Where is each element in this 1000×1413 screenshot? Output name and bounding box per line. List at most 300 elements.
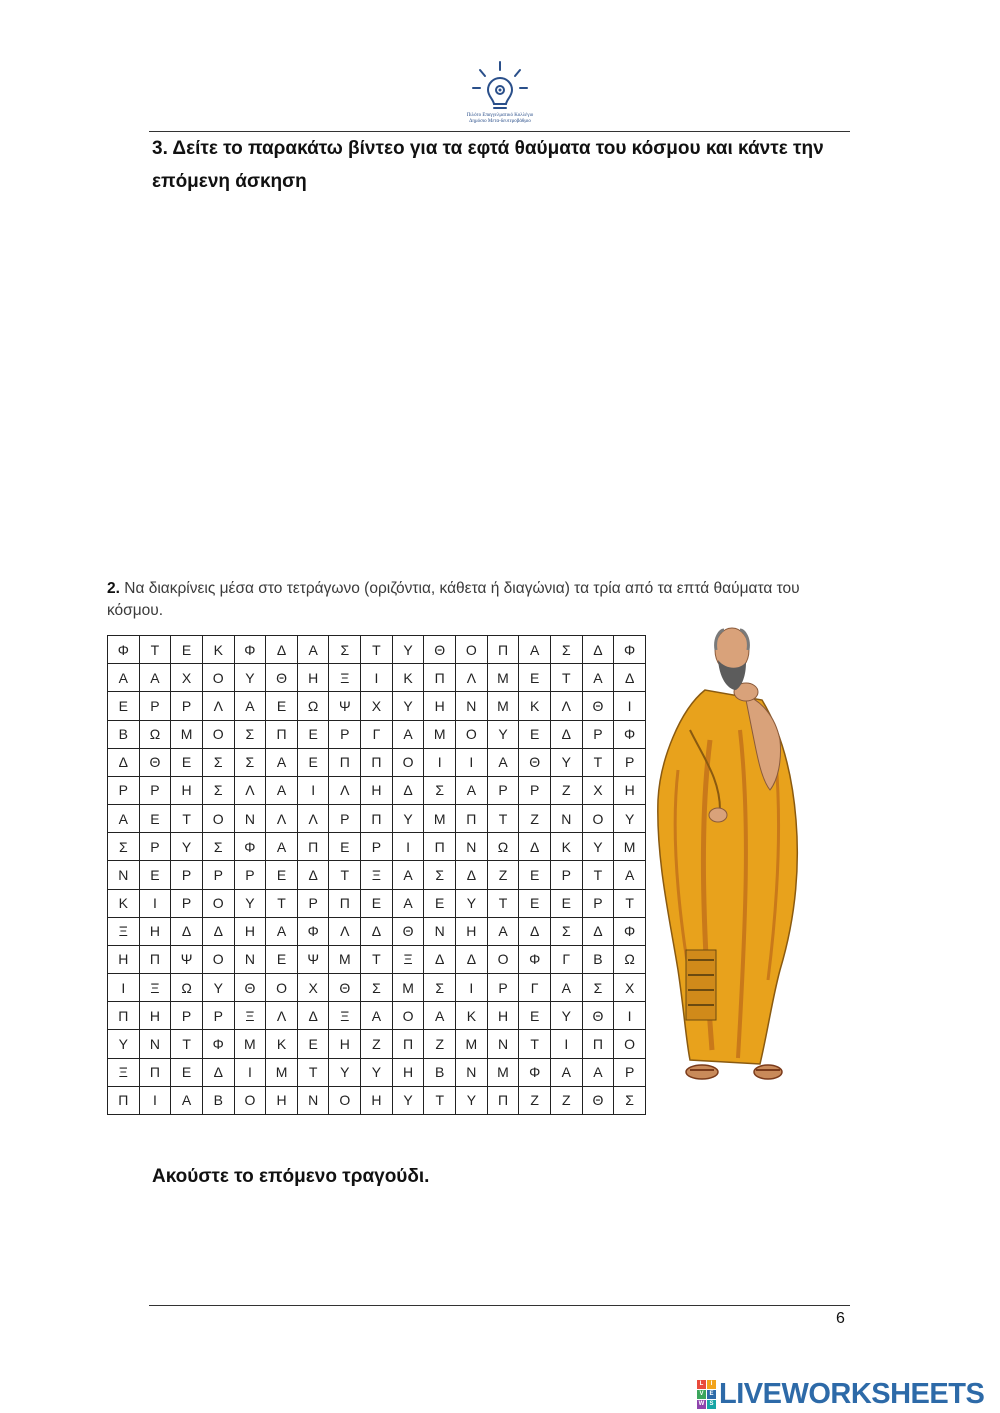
grid-cell[interactable]: Τ [487,889,519,917]
grid-cell[interactable]: Υ [614,805,646,833]
grid-cell[interactable]: Ι [550,1030,582,1058]
grid-cell[interactable]: Ρ [139,833,171,861]
grid-cell[interactable]: Η [171,776,203,804]
grid-cell[interactable]: Η [361,1086,393,1114]
grid-cell[interactable]: Θ [329,974,361,1002]
grid-cell[interactable]: Χ [582,776,614,804]
grid-cell[interactable]: Τ [582,861,614,889]
grid-cell[interactable]: Η [424,692,456,720]
grid-cell[interactable]: Υ [392,636,424,664]
grid-cell[interactable]: Σ [202,833,234,861]
grid-cell[interactable]: Λ [234,776,266,804]
grid-cell[interactable]: Δ [456,945,488,973]
grid-cell[interactable]: Π [329,748,361,776]
grid-cell[interactable]: Ω [171,974,203,1002]
grid-cell[interactable]: Φ [519,945,551,973]
grid-cell[interactable]: Ρ [614,1058,646,1086]
grid-cell[interactable]: Ρ [202,861,234,889]
grid-cell[interactable]: Ζ [519,805,551,833]
grid-cell[interactable]: Ε [550,889,582,917]
grid-cell[interactable]: Η [614,776,646,804]
grid-cell[interactable]: Υ [582,833,614,861]
grid-cell[interactable]: Τ [171,1030,203,1058]
grid-cell[interactable]: Σ [234,748,266,776]
grid-cell[interactable]: Ψ [329,692,361,720]
grid-cell[interactable]: Ρ [614,748,646,776]
grid-cell[interactable]: Π [108,1086,140,1114]
grid-cell[interactable]: Η [487,1002,519,1030]
grid-cell[interactable]: Ε [519,664,551,692]
grid-cell[interactable]: Α [550,1058,582,1086]
grid-cell[interactable]: Ρ [487,776,519,804]
grid-cell[interactable]: Ρ [171,889,203,917]
grid-cell[interactable]: Η [139,1002,171,1030]
grid-cell[interactable]: Θ [139,748,171,776]
grid-cell[interactable]: Σ [202,776,234,804]
grid-row [108,1058,646,1086]
grid-cell[interactable]: Θ [582,1002,614,1030]
grid-cell[interactable]: Υ [487,720,519,748]
grid-cell[interactable]: Ξ [361,861,393,889]
grid-cell[interactable]: Υ [202,974,234,1002]
grid-cell[interactable]: Ι [392,833,424,861]
grid-cell[interactable]: Ο [582,805,614,833]
grid-cell[interactable]: Σ [424,974,456,1002]
grid-cell[interactable]: Κ [108,889,140,917]
grid-cell[interactable]: Ρ [108,776,140,804]
grid-cell[interactable]: Ν [456,692,488,720]
grid-cell[interactable]: Α [139,664,171,692]
grid-cell[interactable]: Ξ [108,1058,140,1086]
grid-cell[interactable]: Π [329,889,361,917]
grid-cell[interactable]: Μ [171,720,203,748]
grid-cell[interactable]: Τ [424,1086,456,1114]
grid-cell[interactable]: Δ [424,945,456,973]
grid-cell[interactable]: Σ [550,636,582,664]
grid-cell[interactable]: Ε [297,1030,329,1058]
grid-cell[interactable]: Ε [108,692,140,720]
grid-cell[interactable]: Μ [614,833,646,861]
grid-cell[interactable]: Ι [108,974,140,1002]
grid-cell[interactable]: Η [456,917,488,945]
grid-cell[interactable]: Τ [171,805,203,833]
grid-cell[interactable]: Ι [234,1058,266,1086]
grid-cell[interactable]: Μ [329,945,361,973]
grid-cell[interactable]: Λ [266,1002,298,1030]
grid-cell[interactable]: Α [487,917,519,945]
grid-cell[interactable]: Π [424,664,456,692]
grid-cell[interactable]: Ο [234,1086,266,1114]
grid-cell[interactable]: Ι [456,974,488,1002]
badge-letter: I [707,1380,716,1389]
grid-cell[interactable]: Α [392,720,424,748]
grid-cell[interactable]: Α [234,692,266,720]
grid-cell[interactable]: Σ [424,776,456,804]
grid-cell[interactable]: Ο [202,805,234,833]
grid-cell[interactable]: Ψ [171,945,203,973]
grid-cell[interactable]: Υ [456,1086,488,1114]
grid-cell[interactable]: Ξ [234,1002,266,1030]
grid-cell[interactable]: Ρ [582,889,614,917]
grid-cell[interactable]: Ο [266,974,298,1002]
grid-cell[interactable]: Δ [392,776,424,804]
grid-cell[interactable]: Χ [614,974,646,1002]
grid-cell[interactable]: Κ [519,692,551,720]
grid-cell[interactable]: Ω [297,692,329,720]
grid-cell[interactable]: Β [202,1086,234,1114]
grid-cell[interactable]: Ε [266,945,298,973]
grid-cell[interactable]: Ζ [550,776,582,804]
grid-cell[interactable]: Η [139,917,171,945]
grid-cell[interactable]: Δ [202,1058,234,1086]
grid-cell[interactable]: Η [392,1058,424,1086]
grid-cell[interactable]: Δ [297,861,329,889]
grid-cell[interactable]: Π [582,1030,614,1058]
grid-cell[interactable]: Μ [234,1030,266,1058]
grid-cell[interactable]: Ρ [550,861,582,889]
grid-cell[interactable]: Ε [139,805,171,833]
grid-cell[interactable]: Ε [297,720,329,748]
grid-cell[interactable]: Ε [519,861,551,889]
grid-cell[interactable]: Δ [202,917,234,945]
grid-cell[interactable]: Δ [171,917,203,945]
grid-cell[interactable]: Ρ [202,1002,234,1030]
grid-cell[interactable]: Ι [361,664,393,692]
grid-cell[interactable]: Ι [139,889,171,917]
grid-cell[interactable]: Ο [614,1030,646,1058]
grid-cell[interactable]: Υ [550,1002,582,1030]
grid-cell[interactable]: Ρ [329,805,361,833]
grid-cell[interactable]: Ε [171,748,203,776]
grid-cell[interactable]: Ε [266,861,298,889]
grid-cell[interactable]: Ξ [329,1002,361,1030]
grid-cell[interactable]: Ι [139,1086,171,1114]
grid-cell[interactable]: Α [297,636,329,664]
grid-cell[interactable]: Α [456,776,488,804]
grid-cell[interactable]: Γ [519,974,551,1002]
grid-cell[interactable]: Π [361,805,393,833]
grid-cell[interactable]: Ο [202,889,234,917]
grid-cell[interactable]: Β [582,945,614,973]
grid-cell[interactable]: Λ [297,805,329,833]
grid-cell[interactable]: Ε [266,692,298,720]
grid-cell[interactable]: Μ [487,692,519,720]
grid-cell[interactable]: Τ [582,748,614,776]
grid-cell[interactable]: Ο [202,945,234,973]
grid-cell[interactable]: Υ [234,664,266,692]
grid-cell[interactable]: Λ [550,692,582,720]
grid-cell[interactable]: Μ [266,1058,298,1086]
grid-cell[interactable]: Σ [329,636,361,664]
grid-cell[interactable]: Σ [202,748,234,776]
grid-cell[interactable]: Ρ [582,720,614,748]
grid-cell[interactable]: Φ [614,720,646,748]
grid-cell[interactable]: Ε [361,889,393,917]
grid-cell[interactable]: Λ [329,776,361,804]
grid-cell[interactable]: Ξ [139,974,171,1002]
grid-cell[interactable]: Ξ [329,664,361,692]
grid-cell[interactable]: Ν [234,805,266,833]
grid-cell[interactable]: Δ [108,748,140,776]
listen-instruction: Ακούστε το επόμενο τραγούδι. [152,1166,430,1187]
grid-cell[interactable]: Ζ [361,1030,393,1058]
grid-cell[interactable]: Φ [108,636,140,664]
grid-cell[interactable]: Ν [297,1086,329,1114]
grid-cell[interactable]: Τ [487,805,519,833]
grid-cell[interactable]: Τ [297,1058,329,1086]
grid-cell[interactable]: Φ [297,917,329,945]
grid-cell[interactable]: Μ [487,664,519,692]
grid-cell[interactable]: Β [108,720,140,748]
grid-cell[interactable]: Ν [456,833,488,861]
grid-cell[interactable]: Ω [139,720,171,748]
grid-cell[interactable]: Α [171,1086,203,1114]
grid-cell[interactable]: Δ [582,636,614,664]
grid-cell[interactable]: Ο [329,1086,361,1114]
grid-cell[interactable]: Μ [424,805,456,833]
grid-cell[interactable]: Η [329,1030,361,1058]
grid-cell[interactable]: Α [266,776,298,804]
grid-cell[interactable]: Φ [234,833,266,861]
grid-cell[interactable]: Μ [424,720,456,748]
grid-cell[interactable]: Ο [487,945,519,973]
grid-cell[interactable]: Τ [519,1030,551,1058]
grid-cell[interactable]: Ι [424,748,456,776]
grid-cell[interactable]: Η [234,917,266,945]
grid-cell[interactable]: Α [582,664,614,692]
grid-cell[interactable]: Ω [614,945,646,973]
grid-cell[interactable]: Λ [329,917,361,945]
grid-cell[interactable]: Η [266,1086,298,1114]
grid-cell[interactable]: Ο [392,748,424,776]
grid-cell[interactable]: Φ [519,1058,551,1086]
grid-cell[interactable]: Χ [297,974,329,1002]
grid-cell[interactable]: Υ [361,1058,393,1086]
grid-cell[interactable]: Σ [550,917,582,945]
grid-cell[interactable]: Ν [487,1030,519,1058]
grid-cell[interactable]: Π [487,1086,519,1114]
word-search-grid[interactable] [107,635,646,1115]
grid-cell[interactable]: Π [487,636,519,664]
grid-cell[interactable]: Α [266,833,298,861]
grid-cell[interactable]: Ν [139,1030,171,1058]
grid-cell[interactable]: Δ [582,917,614,945]
grid-cell[interactable]: Σ [614,1086,646,1114]
grid-cell[interactable]: Δ [519,917,551,945]
grid-cell[interactable]: Π [456,805,488,833]
grid-cell[interactable]: Ρ [171,692,203,720]
grid-cell[interactable]: Χ [361,692,393,720]
grid-cell[interactable]: Κ [202,636,234,664]
grid-row [108,636,646,664]
grid-cell[interactable]: Τ [361,945,393,973]
grid-cell[interactable]: Ρ [171,1002,203,1030]
grid-cell[interactable]: Ο [456,636,488,664]
grid-cell[interactable]: Ε [171,1058,203,1086]
grid-cell[interactable]: Ρ [234,861,266,889]
grid-cell[interactable]: Θ [582,1086,614,1114]
grid-cell[interactable]: Υ [329,1058,361,1086]
grid-cell[interactable]: Μ [487,1058,519,1086]
grid-cell[interactable]: Π [266,720,298,748]
grid-cell[interactable]: Υ [392,805,424,833]
grid-cell[interactable]: Λ [202,692,234,720]
grid-cell[interactable]: Δ [519,833,551,861]
grid-cell[interactable]: Ρ [171,861,203,889]
grid-cell[interactable]: Α [392,889,424,917]
grid-cell[interactable]: Δ [361,917,393,945]
grid-cell[interactable]: Ο [392,1002,424,1030]
grid-cell[interactable]: Γ [550,945,582,973]
grid-cell[interactable]: Ν [550,805,582,833]
grid-cell[interactable]: Ρ [139,776,171,804]
grid-cell[interactable]: Φ [202,1030,234,1058]
grid-cell[interactable]: Κ [266,1030,298,1058]
grid-cell[interactable]: Σ [234,720,266,748]
grid-cell[interactable]: Υ [456,889,488,917]
grid-cell[interactable]: Π [139,945,171,973]
grid-cell[interactable]: Ι [297,776,329,804]
grid-cell[interactable]: Α [550,974,582,1002]
grid-cell[interactable]: Ν [234,945,266,973]
grid-cell[interactable]: Μ [392,974,424,1002]
grid-cell[interactable]: Α [582,1058,614,1086]
badge-letter: V [697,1390,706,1399]
grid-cell[interactable]: Κ [456,1002,488,1030]
grid-row [108,1030,646,1058]
grid-cell[interactable]: Υ [234,889,266,917]
grid-cell[interactable]: Ε [139,861,171,889]
grid-cell[interactable]: Ξ [108,917,140,945]
grid-cell[interactable]: Η [361,776,393,804]
grid-cell[interactable]: Ε [424,889,456,917]
grid-cell[interactable]: Ε [519,1002,551,1030]
grid-cell[interactable]: Ο [202,664,234,692]
grid-cell[interactable]: Ξ [392,945,424,973]
grid-cell[interactable]: Υ [171,833,203,861]
grid-cell[interactable]: Τ [550,664,582,692]
grid-cell[interactable]: Κ [550,833,582,861]
grid-cell[interactable]: Ι [614,1002,646,1030]
grid-cell[interactable]: Ι [614,692,646,720]
grid-cell[interactable]: Ζ [424,1030,456,1058]
grid-cell[interactable]: Ν [424,917,456,945]
grid-cell[interactable]: Α [266,748,298,776]
grid-cell[interactable]: Δ [297,1002,329,1030]
grid-cell[interactable]: Φ [614,917,646,945]
grid-cell[interactable]: Ο [202,720,234,748]
grid-cell[interactable]: Κ [392,664,424,692]
grid-cell[interactable]: Ο [456,720,488,748]
grid-cell[interactable]: Α [361,1002,393,1030]
grid-cell[interactable]: Χ [171,664,203,692]
grid-cell[interactable]: Τ [361,636,393,664]
grid-cell[interactable]: Α [108,805,140,833]
grid-cell[interactable]: Α [519,636,551,664]
grid-cell[interactable]: Μ [456,1030,488,1058]
grid-cell[interactable]: Η [297,664,329,692]
grid-cell[interactable]: Υ [392,1086,424,1114]
grid-cell[interactable]: Λ [456,664,488,692]
grid-cell[interactable]: Α [424,1002,456,1030]
grid-cell[interactable]: Γ [361,720,393,748]
grid-cell[interactable]: Σ [582,974,614,1002]
grid-cell[interactable]: Ε [519,720,551,748]
grid-cell[interactable]: Δ [266,636,298,664]
grid-row [108,889,646,917]
grid-cell[interactable]: Δ [550,720,582,748]
grid-cell[interactable]: Ρ [519,776,551,804]
grid-cell[interactable]: Ρ [487,974,519,1002]
grid-cell[interactable]: Θ [582,692,614,720]
grid-cell[interactable]: Υ [392,692,424,720]
grid-cell[interactable]: Ρ [361,833,393,861]
grid-cell[interactable]: Φ [234,636,266,664]
grid-cell[interactable]: Ε [519,889,551,917]
liveworksheets-brand[interactable] [697,1378,984,1410]
grid-cell[interactable]: Α [392,861,424,889]
grid-cell[interactable]: Π [424,833,456,861]
grid-cell[interactable]: Α [614,861,646,889]
grid-cell[interactable]: Σ [361,974,393,1002]
grid-cell[interactable]: Δ [456,861,488,889]
grid-cell[interactable]: Ε [171,636,203,664]
grid-cell[interactable]: Ν [456,1058,488,1086]
grid-cell[interactable]: Σ [108,833,140,861]
grid-cell[interactable]: Τ [139,636,171,664]
grid-cell[interactable]: Ε [329,833,361,861]
grid-cell[interactable]: Π [139,1058,171,1086]
grid-cell[interactable]: Ι [456,748,488,776]
grid-cell[interactable]: Τ [329,861,361,889]
grid-cell[interactable]: Α [266,917,298,945]
grid-cell[interactable]: Υ [550,748,582,776]
grid-cell[interactable]: Ζ [550,1086,582,1114]
grid-cell[interactable]: Ρ [139,692,171,720]
grid-cell[interactable]: Π [108,1002,140,1030]
grid-cell[interactable]: Η [108,945,140,973]
grid-cell[interactable]: Β [424,1058,456,1086]
grid-cell[interactable]: Τ [614,889,646,917]
grid-cell[interactable]: Ω [487,833,519,861]
grid-cell[interactable]: Θ [234,974,266,1002]
grid-cell[interactable]: Θ [519,748,551,776]
grid-cell[interactable]: Ψ [297,945,329,973]
grid-cell[interactable]: Θ [392,917,424,945]
grid-cell[interactable]: Λ [266,805,298,833]
grid-cell[interactable]: Α [108,664,140,692]
grid-cell[interactable]: Σ [424,861,456,889]
grid-cell[interactable]: Ζ [487,861,519,889]
grid-cell[interactable]: Π [297,833,329,861]
grid-cell[interactable]: Ρ [329,720,361,748]
grid-cell[interactable]: Θ [266,664,298,692]
grid-cell[interactable]: Ε [297,748,329,776]
grid-row [108,776,646,804]
grid-cell[interactable]: Υ [108,1030,140,1058]
exercise-3-heading: 3. Δείτε το παρακάτω βίντεο για τα εφτά θαύματα του κόσμου και κάντε την επόμενη άσκηση [152,138,824,192]
grid-cell[interactable]: Α [487,748,519,776]
grid-cell[interactable]: Ρ [297,889,329,917]
grid-cell[interactable]: Τ [266,889,298,917]
grid-cell[interactable]: Π [361,748,393,776]
grid-cell[interactable]: Θ [424,636,456,664]
grid-cell[interactable]: Φ [614,636,646,664]
grid-cell[interactable]: Ν [108,861,140,889]
grid-cell[interactable]: Π [392,1030,424,1058]
grid-cell[interactable]: Δ [614,664,646,692]
grid-cell[interactable]: Ζ [519,1086,551,1114]
